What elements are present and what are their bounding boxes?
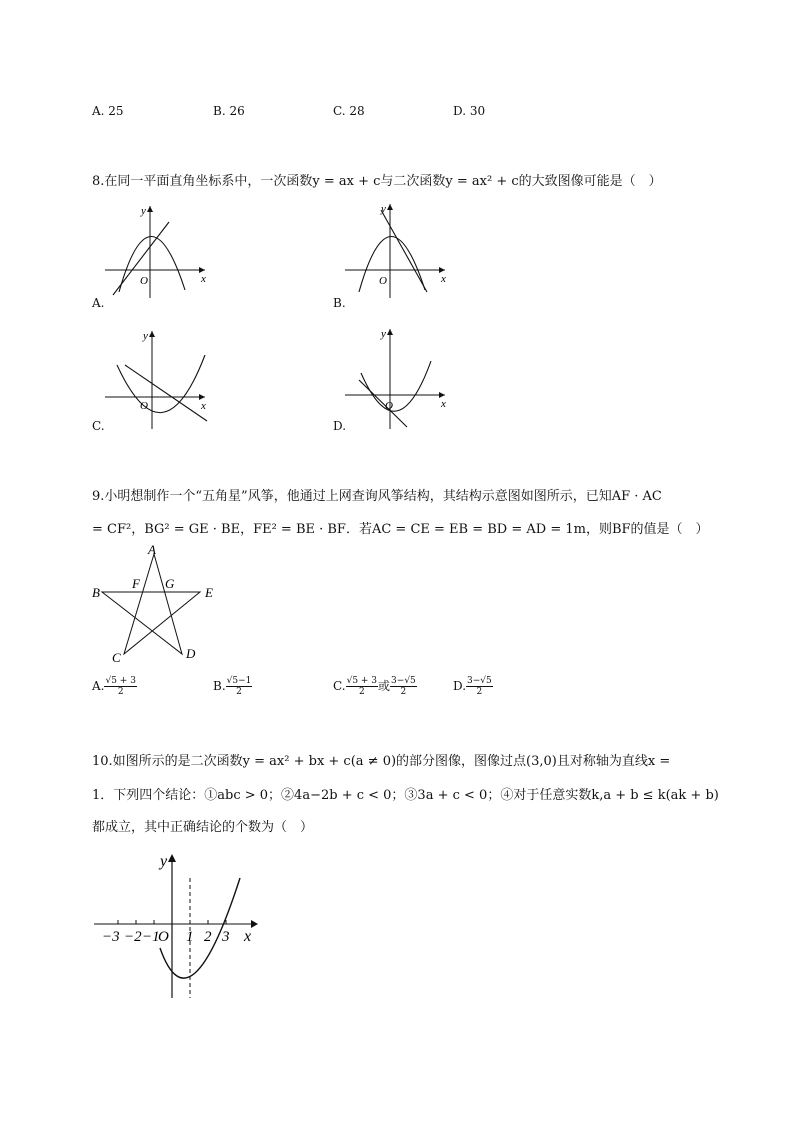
- q8-label-a: A.: [92, 296, 105, 310]
- q9-option-c: C. $\frac{√5 + 3}{2}$ 或 $\frac{3-√5}{2}$: [333, 676, 416, 697]
- q7-option-b: B. 26: [213, 104, 245, 118]
- q8b-y-label: y: [381, 203, 386, 215]
- q9-line1: 9.小明想制作一个“五角星”风筝，他通过上网查询风筝结构，其结构示意图如图所示，已知AF · AC: [92, 489, 662, 504]
- q7-option-c: C. 28: [333, 104, 365, 118]
- q8-graph-a: [105, 200, 215, 300]
- tick-neg1: −1: [142, 929, 160, 945]
- q8-graph-b: [345, 200, 455, 300]
- q9-option-b: B. $\frac{√5-1}{2}$: [213, 676, 252, 697]
- tick-1: 1: [186, 929, 194, 945]
- q9-option-a: A. $\frac{√5 + 3}{2}$: [92, 676, 136, 697]
- q8c-y-label: y: [143, 330, 148, 342]
- q8c-origin: O: [140, 400, 148, 412]
- q8a-origin: O: [140, 275, 148, 287]
- tick-3: 3: [222, 929, 230, 945]
- q8d-origin: O: [385, 400, 393, 412]
- q8a-x-label: x: [201, 273, 206, 285]
- q8-graph-d: [345, 325, 455, 430]
- q10-line2: 1．下列四个结论：①abc > 0；②4a−2b + c < 0；③3a + c < 0；④对于任意实数k,a + b ≤ k(ak + b): [92, 788, 719, 803]
- q8d-x-label: x: [441, 398, 446, 410]
- tick-neg3: −3: [102, 929, 120, 945]
- q8c-x-label: x: [201, 400, 206, 412]
- q8b-origin: O: [379, 275, 387, 287]
- q10-y-label: y: [160, 853, 168, 870]
- tick-2: 2: [204, 929, 212, 945]
- q8-graph-c: [105, 325, 215, 430]
- q8a-y-label: y: [141, 205, 146, 217]
- tick-neg2: −2: [124, 929, 142, 945]
- q8b-x-label: x: [441, 273, 446, 285]
- q10-line3: 都成立，其中正确结论的个数为（ ）: [92, 820, 314, 835]
- star-point-c: C: [112, 650, 121, 665]
- q10-parabola-graph: [90, 848, 270, 1003]
- q10-line1: 10.如图所示的是二次函数y = ax² + bx + c(a ≠ 0)的部分图像，图像过点(3,0)且对称轴为直线x =: [92, 754, 671, 769]
- q9-line2: = CF²，BG² = GE · BE，FE² = BE · BF．若AC = CE = EB = BD = AD = 1m，则BF的值是（ ）: [92, 522, 709, 537]
- q8-stem: 8.在同一平面直角坐标系中，一次函数y = ax + c与二次函数y = ax² + c的大致图像可能是（ ）: [92, 174, 662, 189]
- star-point-d: D: [186, 646, 196, 661]
- q10-x-label: x: [244, 928, 252, 945]
- star-point-g: G: [165, 576, 175, 591]
- tick-origin: O: [158, 929, 169, 945]
- q7-option-a: A. 25: [92, 104, 124, 118]
- q7-option-d: D. 30: [453, 104, 486, 118]
- q8-label-d: D.: [333, 419, 347, 433]
- star-point-a: A: [148, 542, 156, 557]
- star-point-e: E: [205, 585, 213, 600]
- star-point-f: F: [132, 576, 140, 591]
- star-point-b: B: [92, 585, 100, 600]
- q9-option-d: D. $\frac{3-√5}{2}$: [453, 676, 492, 697]
- q9-star-figure: [90, 540, 230, 665]
- q8-label-c: C.: [92, 419, 105, 433]
- q8d-y-label: y: [381, 328, 386, 340]
- q8-label-b: B.: [333, 296, 346, 310]
